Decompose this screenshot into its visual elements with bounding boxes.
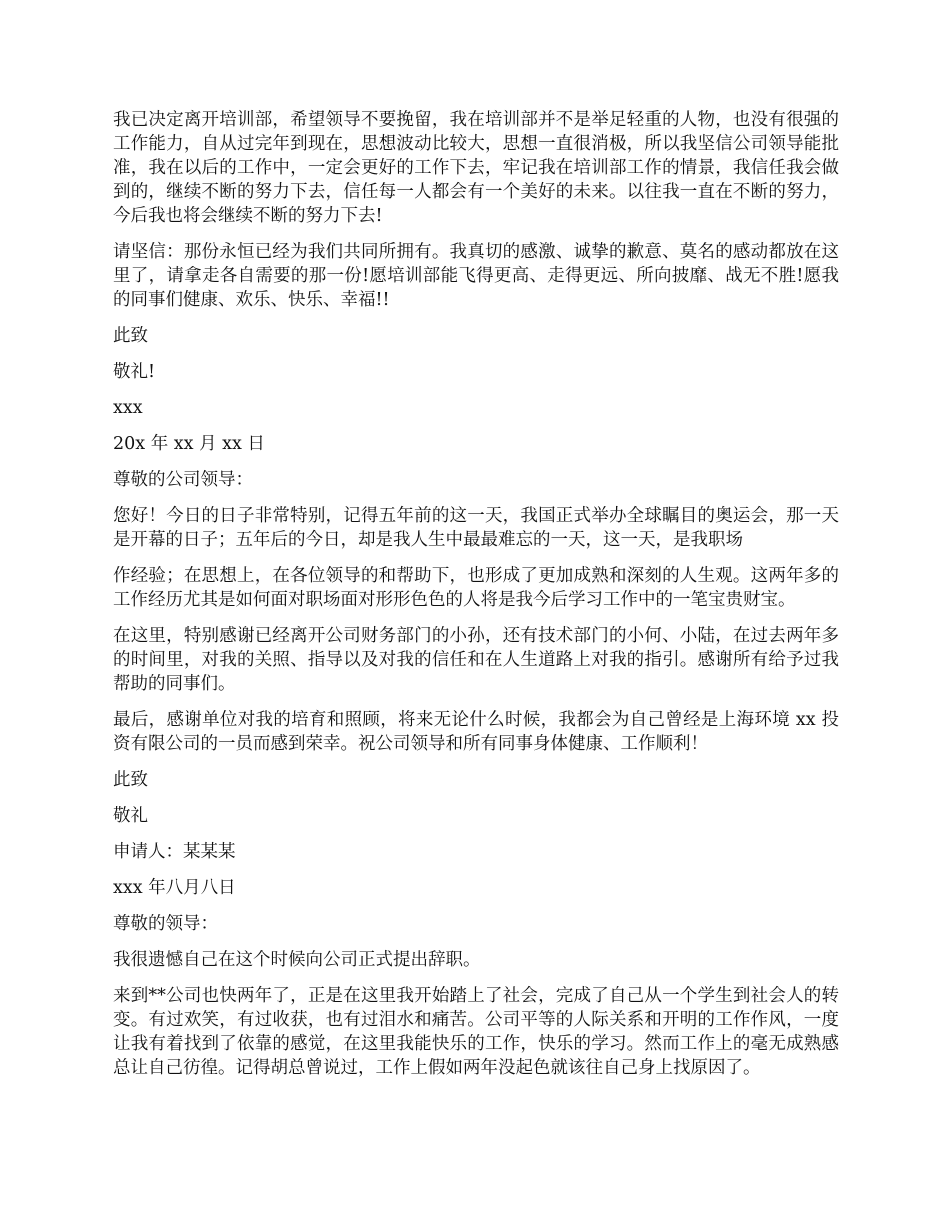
- paragraph-resignation-decision: 我已决定离开培训部，希望领导不要挽留，我在培训部并不是举足轻重的人物，也没有很强的工作能力，自从过完年到现在，思想波动比较大，思想一直很消极，所以我坚信公司领导能批准，我在以后的工作中，一定会更好的工作下去，牢记我在培训部工作的情景，我信任我会做到的，继续不断的努力下去，信任每一人都会有一个美好的未来。以往我一直在不断的努力，今后我也将会继续不断的努力下去!: [113, 110, 839, 226]
- paragraph-farewell-wishes: 请坚信：那份永恒已经为我们共同所拥有。我真切的感激、诚挚的歉意、莫名的感动都放在这里了，请拿走各自需要的那一份!愿培训部能飞得更高、走得更远、所向披靡、战无不胜!愿我的同事们健康、欢乐、快乐、幸福!!: [113, 242, 839, 310]
- document-body: [113, 108, 839, 1092]
- salutation-company-leaders: 尊敬的公司领导：: [113, 470, 253, 490]
- applicant-date: xxx 年八月八日: [113, 878, 236, 898]
- signature-date: 20x 年 xx 月 xx 日: [113, 434, 265, 454]
- closing-cizhi-2: 此致: [113, 770, 148, 790]
- paragraph-final-thanks: 最后，感谢单位对我的培育和照顾，将来无论什么时候，我都会为自己曾经是上海环境 xx 投资有限公司的一员而感到荣幸。祝公司领导和所有同事身体健康、工作顺利！: [113, 710, 839, 754]
- paragraph-greeting: 您好！今日的日子非常特别，记得五年前的这一天，我国正式举办全球瞩目的奥运会，那一天是开幕的日子；五年后的今日，却是我人生中最最难忘的一天，这一天，是我职场: [113, 506, 839, 550]
- applicant-name: 申请人：某某某: [113, 842, 236, 862]
- paragraph-experience: 作经验；在思想上，在各位领导的和帮助下，也形成了更加成熟和深刻的人生观。这两年多的工作经历尤其是如何面对职场面对形形色色的人将是我今后学习工作中的一笔宝贵财宝。: [113, 566, 839, 610]
- paragraph-thanks-colleagues: 在这里，特别感谢已经离开公司财务部门的小孙，还有技术部门的小何、小陆，在过去两年多的时间里，对我的关照、指导以及对我的信任和在人生道路上对我的指引。感谢所有给予过我帮助的同事们。: [113, 626, 839, 694]
- closing-jingli: 敬礼!: [113, 362, 156, 382]
- salutation-leader: 尊敬的领导：: [113, 914, 218, 934]
- signature-name: xxx: [113, 398, 143, 418]
- closing-cizhi: 此致: [113, 326, 148, 346]
- paragraph-two-years: 来到**公司也快两年了，正是在这里我开始踏上了社会，完成了自己从一个学生到社会人的转变。有过欢笑，有过收获，也有过泪水和痛苦。公司平等的人际关系和开明的工作作风，一度让我有着找到了依靠的感觉，在这里我能快乐的工作，快乐的学习。然而工作上的毫无成熟感总让自己彷徨。记得胡总曾说过，工作上假如两年没起色就该往自己身上找原因了。: [113, 986, 839, 1078]
- closing-jingli-2: 敬礼: [113, 806, 148, 826]
- paragraph-regret: 我很遗憾自己在这个时候向公司正式提出辞职。: [113, 950, 481, 970]
